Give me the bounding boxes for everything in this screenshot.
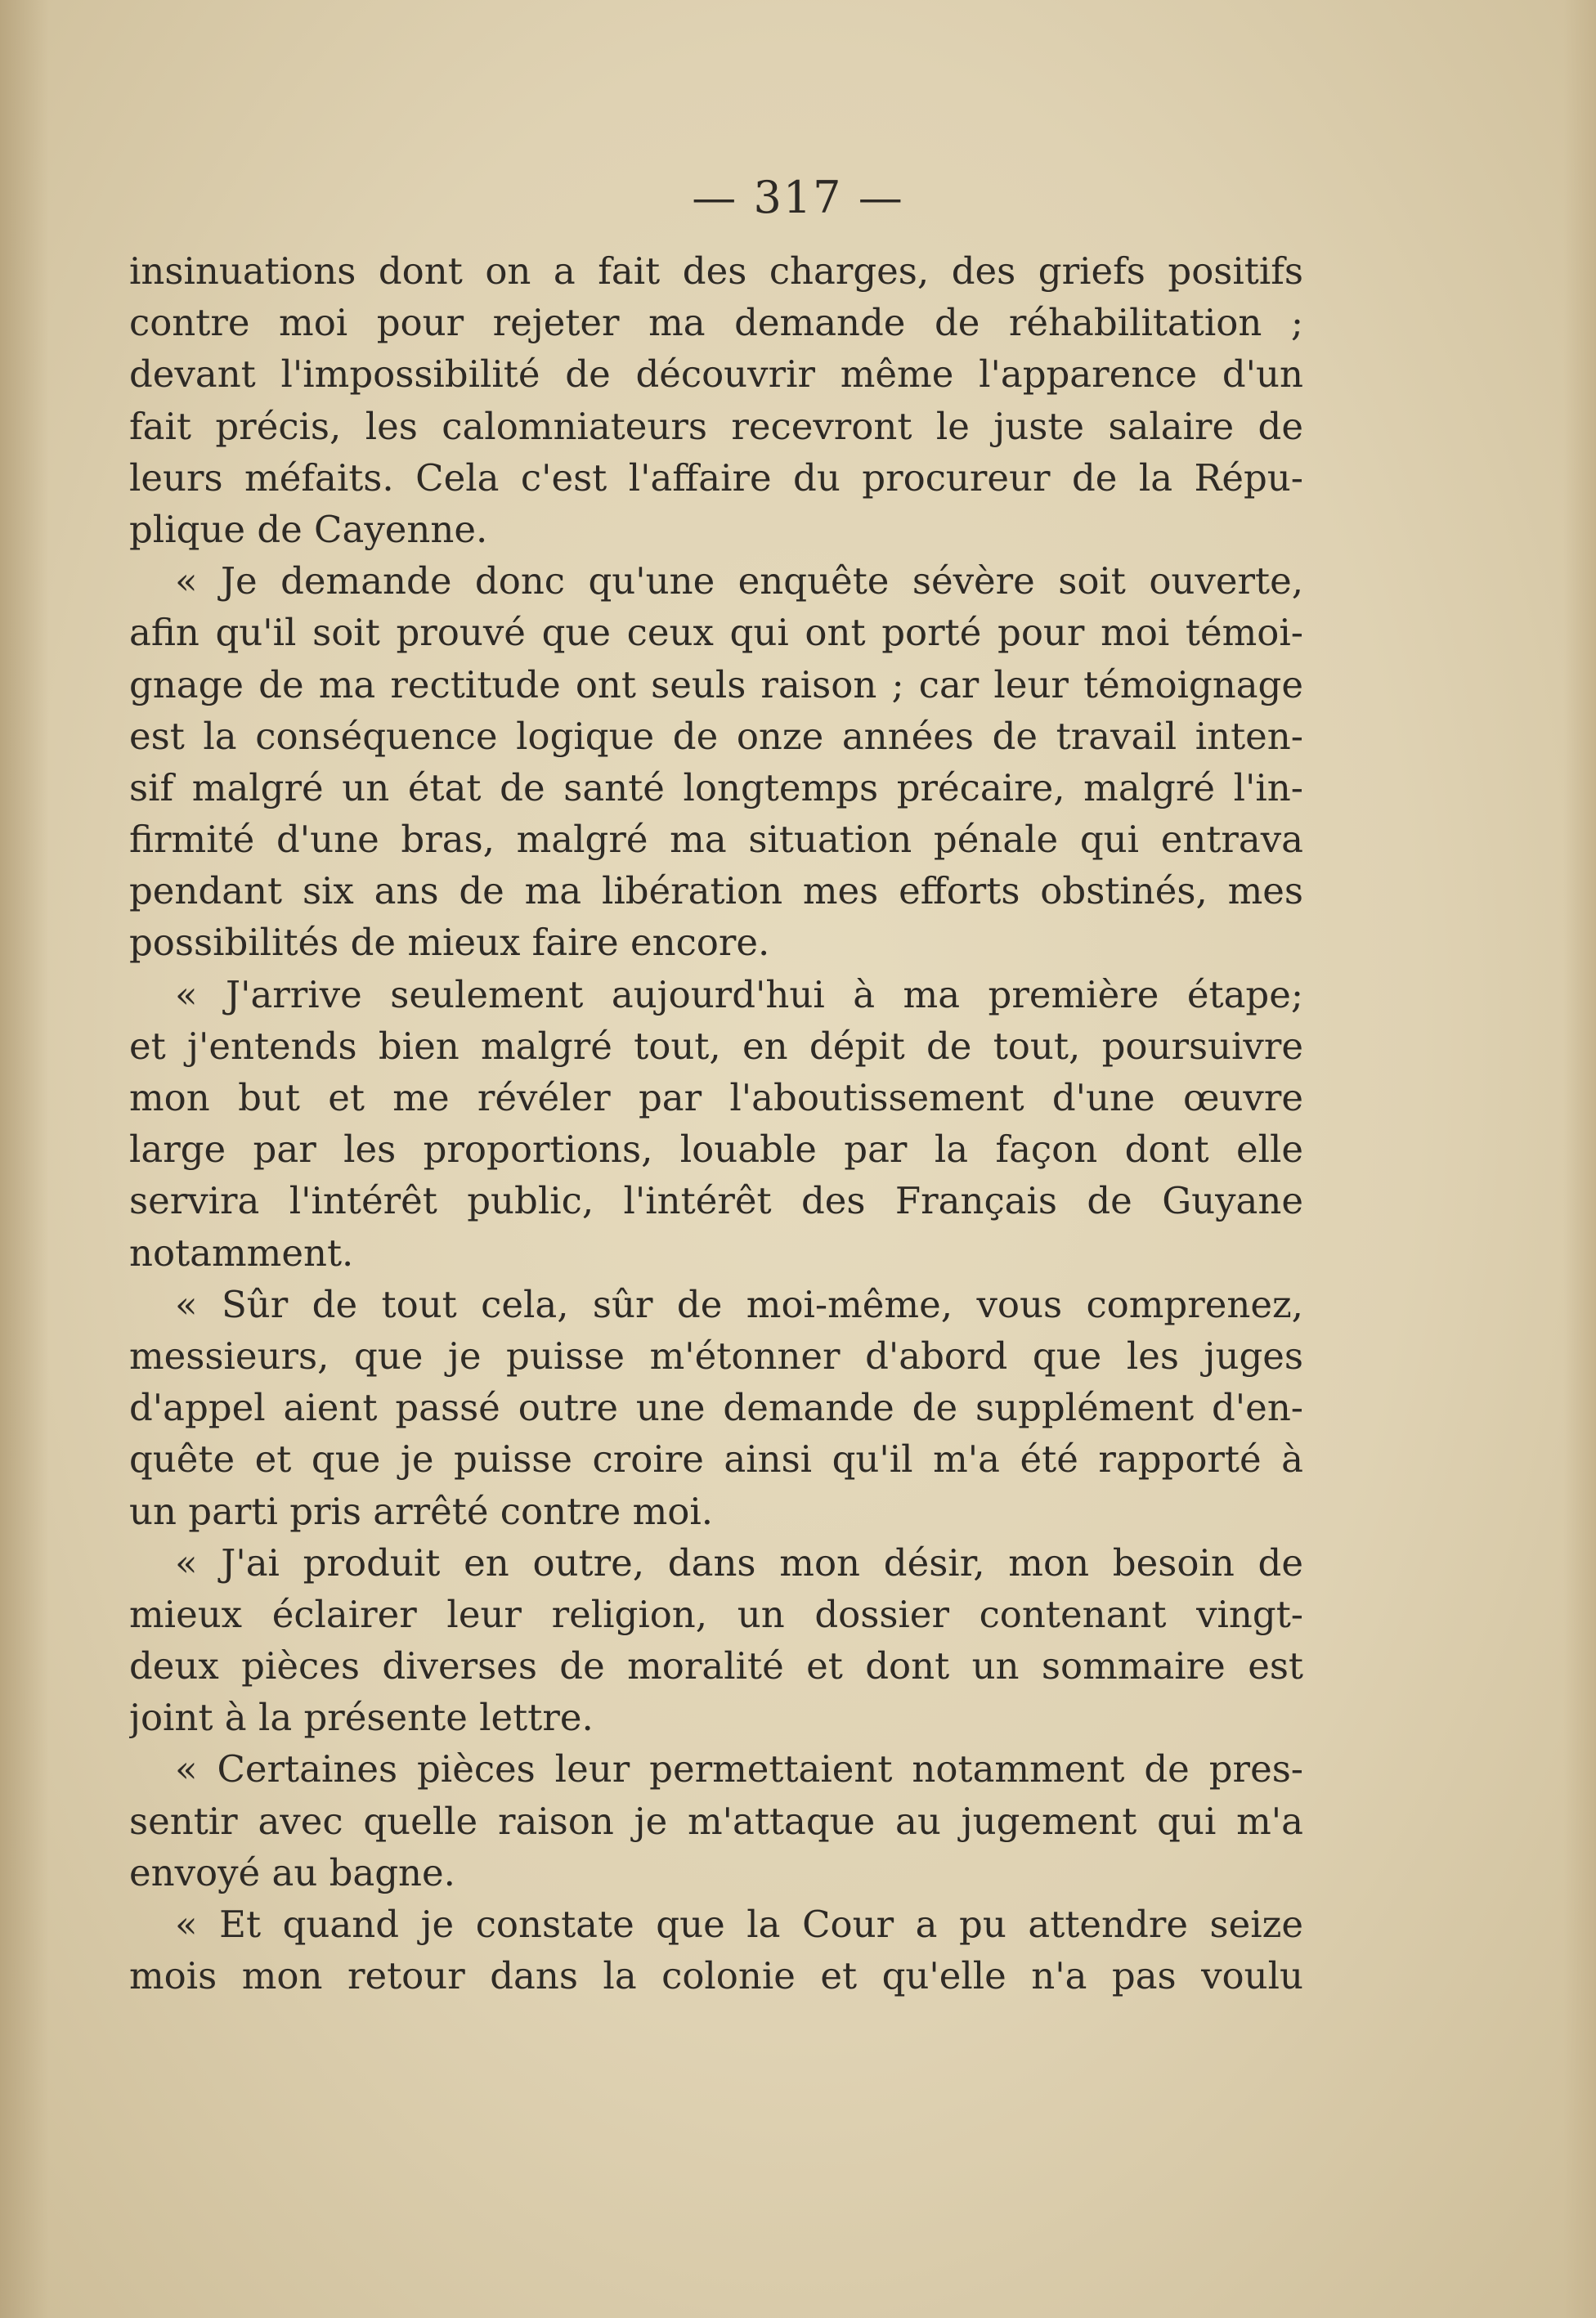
text-line: mieux éclairer leur religion, un dossier contenant vingt-: [129, 1592, 1303, 1636]
text-line: messieurs, que je puisse m'étonner d'abord que les juges: [129, 1334, 1303, 1378]
text-line: sentir avec quelle raison je m'attaque au jugement qui m'a: [129, 1799, 1303, 1843]
text-line: notamment.: [129, 1231, 354, 1275]
text-line: leurs méfaits. Cela c'est l'affaire du procureur de la Répu-: [129, 455, 1303, 500]
text-line: joint à la présente lettre.: [129, 1696, 594, 1740]
text-line: insinuations dont on a fait des charges, des griefs positifs: [129, 249, 1303, 293]
text-line: mon but et me révéler par l'aboutissement d'une œuvre: [129, 1076, 1303, 1119]
text-line: gnage de ma rectitude ont seuls raison ; car leur témoignage: [129, 662, 1303, 706]
text-line: firmité d'une bras, malgré ma situation pénale qui entrava: [129, 818, 1303, 862]
text-line: devant l'impossibilité de découvrir même l'apparence d'un: [129, 352, 1303, 397]
text-line: « Je demande donc qu'une enquête sévère soit ouverte,: [175, 559, 1303, 603]
text-line: est la conséquence logique de onze années de travail inten-: [129, 714, 1303, 758]
text-line: « Certaines pièces leur permettaient notamment de pres-: [175, 1747, 1303, 1791]
text-line: « Et quand je constate que la Cour a pu attendre seize: [175, 1903, 1303, 1946]
text-line: afin qu'il soit prouvé que ceux qui ont porté pour moi témoi-: [129, 611, 1303, 655]
text-line: deux pièces diverses de moralité et dont un sommaire est: [129, 1644, 1303, 1688]
text-line: pendant six ans de ma libération mes efforts obstinés, mes: [129, 869, 1303, 913]
text-line: plique de Cayenne.: [129, 507, 488, 551]
text-line: large par les proportions, louable par la façon dont elle: [129, 1128, 1303, 1172]
text-line: envoyé au bagne.: [129, 1850, 455, 1894]
text-line: contre moi pour rejeter ma demande de réhabilitation ;: [129, 301, 1303, 345]
text-line: servira l'intérêt public, l'intérêt des Français de Guyane: [129, 1179, 1303, 1223]
text-line: « J'arrive seulement aujourd'hui à ma première étape;: [175, 972, 1303, 1016]
text-line: et j'entends bien malgré tout, en dépit de tout, poursuivre: [129, 1024, 1303, 1068]
page-shadow-right: [1563, 0, 1596, 2318]
body-text: [129, 245, 1303, 2002]
text-line: « Sûr de tout cela, sûr de moi-même, vous comprenez,: [175, 1282, 1303, 1326]
page-shadow-left: [0, 0, 49, 2318]
text-line: fait précis, les calomniateurs recevront le juste salaire de: [129, 404, 1303, 448]
text-line: un parti pris arrêté contre moi.: [129, 1489, 714, 1533]
text-line: « J'ai produit en outre, dans mon désir, mon besoin de: [175, 1540, 1303, 1585]
text-line: sif malgré un état de santé longtemps précaire, malgré l'in-: [129, 765, 1303, 809]
text-line: mois mon retour dans la colonie et qu'elle n'a pas voulu: [129, 1954, 1303, 1998]
page-number: — 317 —: [692, 172, 904, 223]
text-line: d'appel aient passé outre une demande de supplément d'en-: [129, 1386, 1303, 1430]
text-line: possibilités de mieux faire encore.: [129, 921, 770, 965]
text-line: quête et que je puisse croire ainsi qu'il m'a été rapporté à: [129, 1437, 1303, 1482]
